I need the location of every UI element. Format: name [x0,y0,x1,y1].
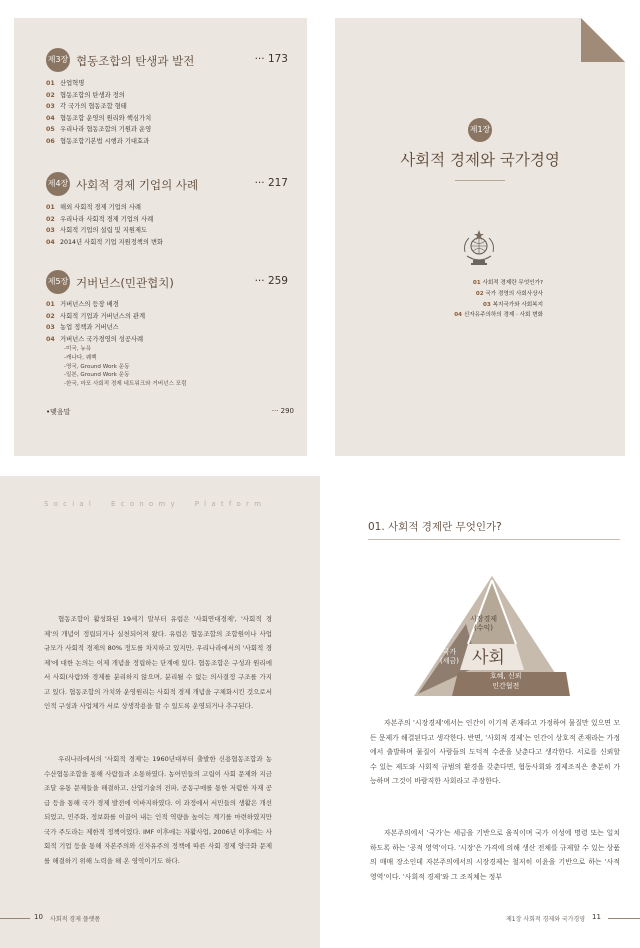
toc-chapter-5[interactable] [46,270,288,296]
toc-item[interactable]: 02 사회적 기업과 거버넌스의 관계 [46,312,146,320]
chapter-title: 사회적 경제 기업의 사례 [76,178,199,192]
toc-subitem: -미국, 뉴욕 [64,346,92,352]
chapter-contents-item[interactable]: 04 신자유주의하의 경제 · 사회 변화 [454,312,543,319]
body-paragraph: 자본주의에서 '국가'는 세금을 기반으로 움직이며 국가 이성에 명령 또는 일치하도록 하는 '공적 영역'이다. '시장'은 가격에 의해 생산 전체를 규제할 수 있는 상품의 매매 장소인데 자본주의에서의 시장경제는 철저히 이윤을 기반으로 하는 '사적 영역'이다. '사회적 경제'와 그 조직체는 정부 [370,829,620,881]
toc-item[interactable]: 03 사회적 기업의 설립 및 지원제도 [46,227,148,234]
diagram-label-market: 시장경제 (수익) [470,615,498,632]
toc-item[interactable]: 01 거버넌스의 등장 배경 [46,301,119,308]
toc-chapter-4-list [46,202,286,248]
chapter-contents-item[interactable]: 01 사회적 경제란 무엇인가? [472,280,543,286]
right-text-page [320,476,640,948]
toc-item[interactable]: 06 협동조합기본법 시행과 기대효과 [46,137,150,145]
chapter-contents-list [454,278,543,321]
chapter-contents-item[interactable]: 02 국가 경영의 사회사상사 [475,290,543,297]
footer-page-number: 10 [34,913,43,921]
body-paragraph: 자본주의 '시장경제'에서는 인간이 이기적 존재라고 가정하여 물질만 있으면 모든 문제가 해결된다고 생각한다. 반면, '사회적 경제'는 인간이 상호적 존재라는 가정에서 출발하며 물질이 사람들의 도덕적 수준을 낮춘다고 생각한다. 서로를 신뢰할 수 있는 제도와 사회적 규범의 환경을 갖춘다면, 협동사회와 경제조직은 충분히 가능하며 그것이 바람직한 사회라고 주장한다. [370,719,620,785]
diagram-label-state: 국가 (세금) [440,648,459,665]
toc-item[interactable]: 02 협동조합의 탄생과 정의 [46,91,125,99]
chapter-badge: 제4장 [46,172,70,196]
chapter-opener-page [335,18,625,456]
footer-page-number: 11 [592,913,601,921]
toc-chapter-3[interactable] [46,48,288,74]
chapter-page-number: ··· 259 [254,275,288,287]
toc-chapter-5-list [46,299,286,389]
toc-subitem: -일본, Ground Work 운동 [64,372,130,379]
footer-book-title: 사회적 경제 플랫폼 [50,916,101,923]
toc-subitem: -영국, Ground Work 운동 [64,363,130,370]
running-header: S o c i a l E c o n o m y P l a t f o r m [44,500,263,508]
chapter-badge: 제3장 [46,48,70,72]
toc-item[interactable]: 04 협동조합 운영의 원리와 핵심가치 [46,114,152,122]
body-paragraph: 협동조합이 활성화된 19세기 말부터 유럽은 '사회연대경제', '사회적 경제'의 개념이 정립되거나 실천되어져 왔다. 유럽은 협동조합의 조합원이나 사업 규모가 사회적 경제의 80% 정도를 차지하고 있지만, 우리나라에서의 '사회적 경제'에 대한 논의는 이제 개념을 정립하는 단계에 있다. 협동조합은 구성과 원리에서 사회(사람)와 경제를 분리하지 않으며, 분리될 수 없는 의사결정 구조를 가지고 있다. 협동조합의 가치와 운영원리는 사회적 경제 개념을 구체화시킨 것으로서 인적 구성과 사업체가 서로 상생작용을 할 수 있도록 운영되거나 추구된다. [44,615,272,710]
footer-chapter-title: 제1장 사회적 경제와 국가경영 [506,916,586,923]
left-text-page [0,476,320,948]
section-title-underline [368,539,620,540]
diagram-label-reciprocity: 호혜, 신뢰 인간협전 [490,672,522,690]
chapter-contents-item[interactable]: 03 복지국가와 사회복지 [483,301,543,308]
chapter-title: 사회적 경제와 국가경영 [400,151,560,169]
toc-chapter-3-list [46,78,286,147]
chapter-badge: 제5장 [46,270,70,294]
chapter-title: 협동조합의 탄생과 발전 [76,54,195,68]
toc-item[interactable]: 04 거버넌스 국가경영의 성공사례 [46,335,144,343]
toc-subitem: -한국, 마포 사회적 경제 네트워크와 거버넌스 포럼 [64,381,187,388]
chapter-page-number: ··· 217 [254,177,288,189]
chapter-badge: 제1장 [468,118,492,142]
toc-page [14,18,307,456]
toc-item[interactable]: 01 해외 사회적 경제 기업의 사례 [46,204,141,211]
section-title: 01. 사회적 경제란 무엇인가? [368,521,502,533]
page-fold-flap [581,18,625,62]
toc-subitem: -캐나다, 퀘벡 [64,354,97,361]
diagram-label-society: 사회 [472,648,505,668]
footer-rule [0,918,30,919]
toc-item[interactable]: 03 각 국가의 협동조합 형태 [46,103,127,110]
chapter-page-number: ··· 173 [254,53,288,65]
toc-closing-label[interactable]: •맺음말 [46,408,71,416]
toc-item[interactable]: 02 우리나라 사회적 경제 기업의 사례 [46,215,154,223]
chapter-title: 거버넌스(민관협치) [76,276,174,290]
body-paragraph: 우리나라에서의 '사회적 경제'는 1960년대부터 출발한 신용협동조합과 농수산협동조합을 통해 사람들과 소통하였다. 농어민들의 고립이 사회 문제와 지금조달 유통 문제들을 해결하고, 산업기술의 전파, 공동구매를 통한 저렴한 자재 공급 등을 통해 국가 경제 발전에 이바지하였다. 이 과정에서 서민들의 생활은 개선되었고, 민주화, 정보화를 이끌어 내는 인적 역량을 높이는 계기를 마련하였지만 국가 주도라는 제한적 정책이었다. IMF 이후에는 자활사업, 2006년 이후에는 사회적 기업 등을 통해 자본주의와 신자유주의 정책에 따른 사회 경제 양극화 문제를 해결하기 위해 노력을 해 온 영역이기도 하다. [44,755,272,865]
toc-item[interactable]: 04 2014년 사회적 기업 지원정책의 변화 [46,238,164,246]
globe-emblem-icon [461,226,497,268]
toc-item[interactable]: 01 산업혁명 [46,80,85,87]
toc-item[interactable]: 05 우리나라 협동조합의 기원과 운영 [46,126,152,133]
title-divider [455,180,505,181]
toc-chapter-4[interactable] [46,172,288,198]
toc-item[interactable]: 03 농업 정책과 거버넌스 [46,324,119,331]
toc-closing-page: ··· 290 [271,407,294,415]
footer-rule [608,918,640,919]
